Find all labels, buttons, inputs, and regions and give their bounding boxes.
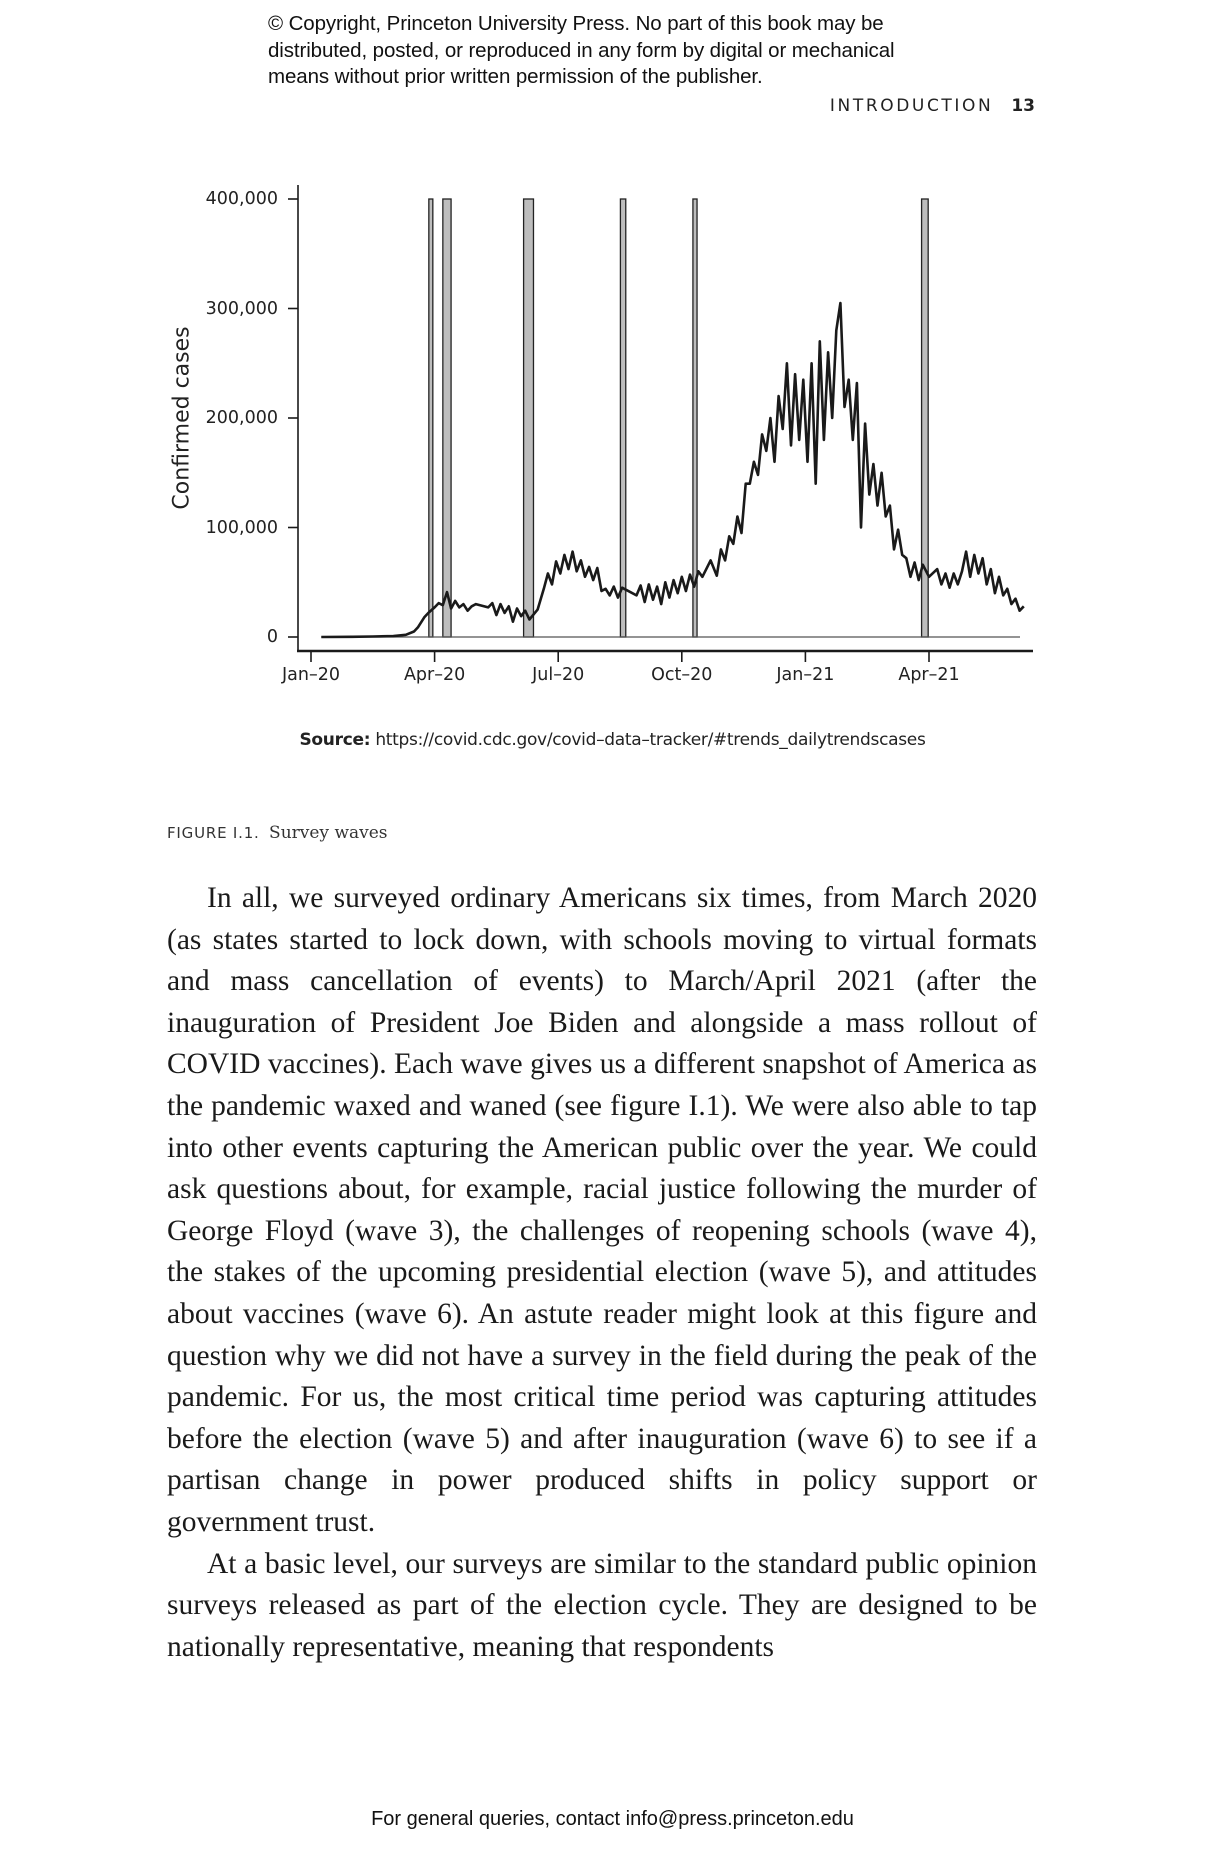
footer-contact: For general queries, contact info@press.princeton.edu: [371, 1808, 854, 1830]
source-url: https://covid.cdc.gov/covid–data–tracker/#trends_dailytrendscases: [375, 730, 926, 750]
y-tick-label: 100,000: [205, 517, 278, 538]
survey-wave-band: [524, 199, 534, 637]
copyright-line: distributed, posted, or reproduced in any form by digital or mechanical: [268, 38, 895, 62]
figure-chart: [0, 0, 1225, 720]
y-tick-label: 0: [266, 627, 278, 647]
survey-wave-band: [429, 199, 433, 637]
y-axis-title: Confirmed cases: [169, 326, 195, 510]
x-tick-label: Jan–21: [776, 665, 835, 685]
x-tick-label: Jul–20: [532, 665, 585, 685]
cases-line: [321, 303, 1024, 637]
figure-number: FIGURE I.1.: [167, 824, 260, 842]
paragraph: In all, we surveyed ordinary Americans six times, from March 2020 (as states started to lock down, with schools moving to virtual formats and mass cancellation of events) to March/April 2021 (after the inauguration of President Joe Biden and alongside a mass rollout of COVID vaccines). Each wave gives us a different snapshot of America as the pandemic waxed and waned (see figure I.1). We were also able to tap into other events capturing the American public over the year. We could ask questions about, for example, racial justice following the murder of George Floyd (wave 3), the challenges of reopening schools (wave 4), the stakes of the upcoming presidential election (wave 5), and attitudes about vaccines (wave 6). An astute reader might look at this figure and question why we did not have a survey in the field during the peak of the pandemic. For us, the most critical time period was capturing attitudes before the election (wave 5) and after inauguration (wave 6) to see if a partisan change in power produced shifts in policy support or government trust.: [167, 882, 1037, 1538]
y-tick-label: 200,000: [205, 408, 278, 428]
copyright-line: means without prior written permission of the publisher.: [268, 65, 763, 88]
figure-source: [0, 730, 1225, 750]
y-tick-label: 400,000: [205, 189, 278, 209]
survey-wave-band: [620, 199, 625, 637]
chapter-title: INTRODUCTION: [829, 96, 994, 116]
y-tick-label: 300,000: [205, 298, 278, 319]
source-label: Source:: [299, 730, 371, 750]
figure-caption: [167, 823, 388, 843]
survey-wave-band: [443, 199, 451, 637]
x-tick-label: Jan–20: [282, 665, 340, 685]
page-number: 13: [1011, 96, 1035, 116]
body-text: [167, 878, 1037, 1668]
x-tick-label: Apr–20: [403, 665, 466, 685]
survey-wave-band: [693, 199, 697, 637]
copyright-line: © Copyright, Princeton University Press. No part of this book may be: [268, 12, 884, 35]
x-tick-label: Apr–21: [898, 665, 960, 685]
paragraph: At a basic level, our surveys are similar to the standard public opinion surveys released as part of the election cycle. They are designed to be nationally representative, meaning that respondents: [167, 1547, 1037, 1663]
x-tick-label: Oct–20: [651, 665, 713, 685]
figure-title: Survey waves: [269, 823, 388, 843]
